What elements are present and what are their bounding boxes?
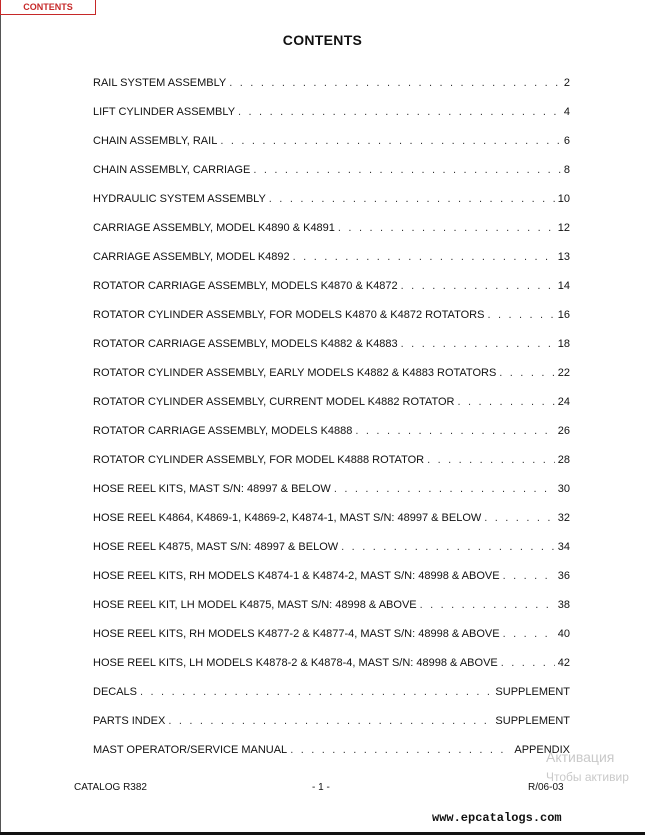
toc-entry-page: 26 [557, 425, 570, 437]
toc-entry-label: CHAIN ASSEMBLY, RAIL [93, 135, 218, 147]
toc-entry-label: HOSE REEL K4875, MAST S/N: 48997 & BELOW [93, 541, 339, 553]
toc-entry[interactable] [93, 598, 570, 627]
toc-dot-leader [503, 627, 555, 641]
toc-entry-page: SUPPLEMENT [495, 715, 570, 727]
toc-entry-label: HOSE REEL KITS, RH MODELS K4877-2 & K4877-4, MAST S/N: 48998 & ABOVE [93, 628, 500, 640]
toc-entry[interactable] [93, 714, 570, 743]
toc-entry[interactable] [93, 627, 570, 656]
toc-entry-page: SUPPLEMENT [495, 686, 570, 698]
toc-dot-leader [168, 714, 492, 728]
toc-dot-leader [503, 569, 555, 583]
toc-entry-label: RAIL SYSTEM ASSEMBLY [93, 77, 227, 89]
toc-dot-leader [334, 482, 555, 496]
toc-entry-label: HOSE REEL KIT, LH MODEL K4875, MAST S/N: 48998 & ABOVE [93, 599, 417, 611]
toc-entry-page: 32 [557, 512, 570, 524]
toc-entry-page: 28 [557, 454, 570, 466]
footer-catalog: CATALOG R382 [74, 782, 147, 793]
toc-entry[interactable] [93, 424, 570, 453]
toc-entry[interactable] [93, 279, 570, 308]
toc-entry[interactable] [93, 134, 570, 163]
toc-entry[interactable] [93, 192, 570, 221]
toc-entry[interactable] [93, 105, 570, 134]
toc-entry-page: 40 [557, 628, 570, 640]
toc-entry-page: 30 [557, 483, 570, 495]
toc-dot-leader [355, 424, 554, 438]
toc-dot-leader [290, 743, 511, 757]
toc-dot-leader [401, 279, 555, 293]
toc-entry-page: 14 [557, 280, 570, 292]
toc-entry-label: LIFT CYLINDER ASSEMBLY [93, 106, 236, 118]
toc-entry[interactable] [93, 250, 570, 279]
toc-entry-page: 8 [563, 164, 570, 176]
toc-dot-leader [238, 105, 561, 119]
toc-entry[interactable] [93, 308, 570, 337]
toc-entry-label: HOSE REEL KITS, RH MODELS K4874-1 & K4874-2, MAST S/N: 48998 & ABOVE [93, 570, 500, 582]
toc-dot-leader [140, 685, 492, 699]
footer-revision: R/06-03 [528, 782, 564, 793]
toc-entry-label: ROTATOR CARRIAGE ASSEMBLY, MODELS K4870 & K4872 [93, 280, 398, 292]
toc-dot-leader [457, 395, 554, 409]
toc-dot-leader [229, 76, 561, 90]
toc-entry-label: ROTATOR CYLINDER ASSEMBLY, FOR MODEL K4888 ROTATOR [93, 454, 425, 466]
toc-dot-leader [501, 656, 555, 670]
toc-entry-page: 12 [557, 222, 570, 234]
toc-entry-label: HOSE REEL K4864, K4869-1, K4869-2, K4874-1, MAST S/N: 48997 & BELOW [93, 512, 482, 524]
toc-entry-label: ROTATOR CYLINDER ASSEMBLY, FOR MODELS K4870 & K4872 ROTATORS [93, 309, 485, 321]
toc-dot-leader [253, 163, 561, 177]
toc-entry-page: 36 [557, 570, 570, 582]
toc-entry-page: 22 [557, 367, 570, 379]
toc-entry-page: 24 [557, 396, 570, 408]
toc-entry[interactable] [93, 482, 570, 511]
toc-entry-label: HOSE REEL KITS, LH MODELS K4878-2 & K4878-4, MAST S/N: 48998 & ABOVE [93, 657, 498, 669]
table-of-contents [93, 76, 570, 772]
toc-entry-label: ROTATOR CYLINDER ASSEMBLY, EARLY MODELS K4882 & K4883 ROTATORS [93, 367, 497, 379]
toc-dot-leader [487, 308, 554, 322]
toc-entry-label: ROTATOR CARRIAGE ASSEMBLY, MODELS K4888 [93, 425, 353, 437]
toc-entry-label: HYDRAULIC SYSTEM ASSEMBLY [93, 193, 266, 205]
toc-entry-page: 42 [557, 657, 570, 669]
toc-dot-leader [338, 221, 555, 235]
toc-entry[interactable] [93, 656, 570, 685]
toc-entry[interactable] [93, 337, 570, 366]
toc-entry-page: 4 [563, 106, 570, 118]
toc-dot-leader [420, 598, 555, 612]
toc-dot-leader [499, 366, 554, 380]
toc-entry[interactable] [93, 366, 570, 395]
site-watermark: www.epcatalogs.com [432, 811, 562, 825]
toc-entry-label: CARRIAGE ASSEMBLY, MODEL K4890 & K4891 [93, 222, 335, 234]
toc-entry-page: 18 [557, 338, 570, 350]
toc-dot-leader [484, 511, 554, 525]
toc-entry[interactable] [93, 540, 570, 569]
toc-entry[interactable] [93, 163, 570, 192]
toc-entry[interactable] [93, 395, 570, 424]
footer-page-number: - 1 - [312, 782, 330, 793]
activation-subtitle: Чтобы активир [546, 770, 629, 784]
toc-dot-leader [220, 134, 561, 148]
toc-entry-page: 6 [563, 135, 570, 147]
toc-entry[interactable] [93, 221, 570, 250]
toc-dot-leader [341, 540, 555, 554]
toc-entry-label: ROTATOR CYLINDER ASSEMBLY, CURRENT MODEL K4882 ROTATOR [93, 396, 455, 408]
toc-entry-label: CARRIAGE ASSEMBLY, MODEL K4892 [93, 251, 290, 263]
toc-entry-page: 10 [557, 193, 570, 205]
activation-title: Активация [546, 749, 615, 765]
toc-entry[interactable] [93, 511, 570, 540]
toc-entry-page: 16 [557, 309, 570, 321]
page-title: CONTENTS [282, 32, 363, 48]
toc-dot-leader [269, 192, 555, 206]
toc-entry-label: DECALS [93, 686, 138, 698]
toc-dot-leader [401, 337, 555, 351]
page-left-border [0, 0, 1, 835]
toc-entry-label: CHAIN ASSEMBLY, CARRIAGE [93, 164, 251, 176]
toc-entry[interactable] [93, 453, 570, 482]
toc-entry-label: HOSE REEL KITS, MAST S/N: 48997 & BELOW [93, 483, 331, 495]
toc-entry-label: ROTATOR CARRIAGE ASSEMBLY, MODELS K4882 & K4883 [93, 338, 398, 350]
toc-entry[interactable] [93, 743, 570, 772]
toc-entry-label: PARTS INDEX [93, 715, 166, 727]
toc-entry[interactable] [93, 685, 570, 714]
contents-tab[interactable]: CONTENTS [0, 0, 96, 15]
activation-watermark [546, 747, 629, 787]
toc-entry[interactable] [93, 569, 570, 598]
toc-entry-page: 13 [557, 251, 570, 263]
toc-dot-leader [427, 453, 555, 467]
toc-entry-label: MAST OPERATOR/SERVICE MANUAL [93, 744, 288, 756]
toc-entry-page: 2 [563, 77, 570, 89]
toc-entry-page: APPENDIX [514, 744, 570, 756]
toc-dot-leader [293, 250, 555, 264]
toc-entry-page: 34 [557, 541, 570, 553]
toc-entry-page: 38 [557, 599, 570, 611]
toc-entry[interactable] [93, 76, 570, 105]
